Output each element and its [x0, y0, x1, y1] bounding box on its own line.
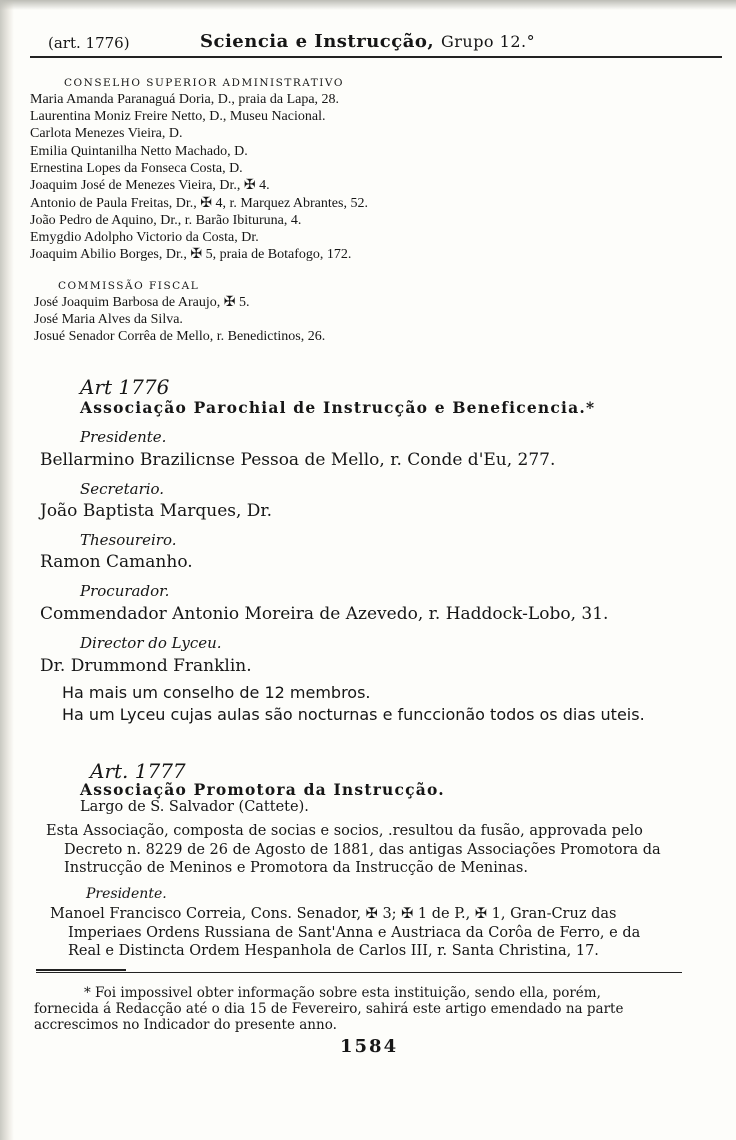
role-label: Presidente. — [86, 886, 167, 902]
footnote-line: accrescimos no Indicador do presente anno. — [34, 1017, 337, 1033]
president-line: Real e Distincta Ordem Hespanhola de Carlos III, r. Santa Christina, 17. — [68, 943, 599, 959]
header-rule — [30, 56, 722, 58]
group-label: Grupo 12.° — [440, 32, 536, 51]
description-line: Decreto n. 8229 de 26 de Agosto de 1881, das antigas Associações Promotora da — [64, 842, 661, 858]
article-note: Ha mais um conselho de 12 membros. — [62, 683, 371, 702]
article-heading: Associação Parochial de Instrucção e Beneficencia.* — [80, 398, 596, 417]
footnote-line: fornecida á Redacção até o dia 15 de Fevereiro, sahirá este artigo emendado na parte — [34, 1001, 624, 1017]
article-number: Art 1776 — [80, 375, 170, 399]
list-item: José Joaquim Barbosa de Araujo, ✠ 5. — [34, 295, 250, 310]
description-line: Instrucção de Meninos e Promotora da Instrucção de Meninas. — [64, 860, 528, 876]
footnote-rule — [36, 972, 682, 973]
conselho-label: CONSELHO SUPERIOR ADMINISTRATIVO — [64, 77, 344, 89]
list-item: Laurentina Moniz Freire Netto, D., Museu Nacional. — [30, 109, 326, 124]
list-item: José Maria Alves da Silva. — [34, 312, 183, 327]
role-holder: João Baptista Marques, Dr. — [40, 501, 273, 521]
role-label: Procurador. — [80, 582, 170, 600]
role-label: Presidente. — [80, 428, 167, 446]
list-item: Maria Amanda Paranaguá Doria, D., praia da Lapa, 28. — [30, 92, 340, 107]
article-number: Art. 1777 — [90, 759, 186, 783]
footnote-line: * Foi impossivel obter informação sobre esta instituição, sendo ella, porém, — [84, 985, 601, 1001]
list-item: Joaquim José de Menezes Vieira, Dr., ✠ 4. — [30, 178, 270, 193]
list-item: Ernestina Lopes da Fonseca Costa, D. — [30, 161, 243, 176]
article-address: Largo de S. Salvador (Cattete). — [80, 799, 309, 815]
role-holder: Commendador Antonio Moreira de Azevedo, r. Haddock-Lobo, 31. — [40, 604, 609, 624]
role-label: Secretario. — [80, 480, 165, 498]
role-holder: Bellarmino Brazilicnse Pessoa de Mello, r. Conde d'Eu, 277. — [40, 450, 556, 470]
footnote-rule-accent — [36, 969, 126, 971]
president-line: Imperiaes Ordens Russiana de Sant'Anna e Austriaca da Corôa de Ferro, e da — [68, 925, 641, 941]
list-item: Joaquim Abilio Borges, Dr., ✠ 5, praia de Botafogo, 172. — [30, 247, 352, 262]
list-item: Josué Senador Corrêa de Mello, r. Benedictinos, 26. — [34, 329, 326, 344]
list-item: Antonio de Paula Freitas, Dr., ✠ 4, r. Marquez Abrantes, 52. — [30, 196, 368, 211]
president-line: Manoel Francisco Correia, Cons. Senador, ✠ 3; ✠ 1 de P., ✠ 1, Gran-Cruz das — [50, 906, 617, 922]
role-holder: Ramon Camanho. — [40, 552, 193, 572]
page-top-shadow — [0, 0, 736, 10]
list-item: Emygdio Adolpho Victorio da Costa, Dr. — [30, 230, 259, 245]
role-holder: Dr. Drummond Franklin. — [40, 656, 252, 676]
description-line: Esta Associação, composta de socias e socios, .resultou da fusão, approvada pelo — [46, 823, 643, 839]
list-item: Emilia Quintanilha Netto Machado, D. — [30, 144, 248, 159]
list-item: João Pedro de Aquino, Dr., r. Barão Ibituruna, 4. — [30, 213, 302, 228]
article-heading: Associação Promotora da Instrucção. — [80, 780, 445, 799]
running-title — [200, 33, 535, 51]
role-label: Thesoureiro. — [80, 531, 177, 549]
page-edge-shadow — [0, 0, 14, 1140]
list-item: Carlota Menezes Vieira, D. — [30, 126, 183, 141]
role-label: Director do Lyceu. — [80, 634, 222, 652]
commissao-label: COMMISSÃO FISCAL — [58, 280, 200, 292]
section-title: Sciencia e Instrucção, — [200, 31, 435, 52]
article-note: Ha um Lyceu cujas aulas são nocturnas e funccionão todos os dias uteis. — [62, 705, 645, 724]
page-number: 1584 — [340, 1036, 399, 1057]
article-range: (art. 1776) — [48, 34, 130, 52]
